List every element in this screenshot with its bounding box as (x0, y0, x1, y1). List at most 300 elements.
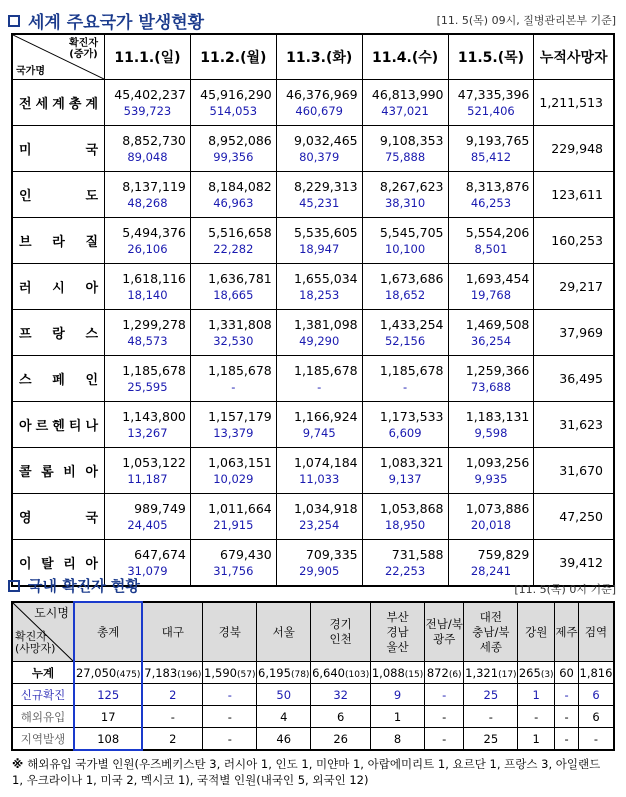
case-cell (276, 402, 362, 448)
daily-increase: 437,021 (381, 103, 429, 118)
daily-increase: 8,501 (474, 241, 508, 256)
country-row (12, 172, 614, 218)
date-header: 11.3.(화) (276, 34, 362, 80)
region-value (555, 706, 579, 728)
daily-increase: 23,254 (299, 517, 340, 532)
daily-increase: 38,310 (384, 195, 426, 210)
country-name-text: 아 르 헨 티 나 (19, 419, 98, 434)
region-value (311, 728, 371, 751)
region-value (518, 706, 555, 728)
cumulative-cases: 1,299,278 (122, 316, 186, 332)
daily-increase: 18,950 (384, 517, 426, 532)
daily-increase: 22,282 (213, 241, 254, 256)
count-value: 2 (169, 731, 177, 746)
count-value: 26 (333, 731, 348, 746)
cumulative-cases: 989,749 (134, 500, 186, 516)
case-cell (448, 448, 534, 494)
region-header: 서울 (257, 602, 311, 662)
region-value (425, 684, 464, 706)
case-cell (105, 448, 191, 494)
case-cell (362, 80, 448, 126)
cumulative-cases: 1,083,321 (379, 454, 444, 470)
cumulative-cases: 8,137,119 (122, 178, 186, 194)
region-value (371, 662, 425, 684)
region-value (578, 728, 614, 751)
daily-increase: 45,231 (299, 195, 340, 210)
case-cell (362, 356, 448, 402)
count-value: 7,183 (144, 665, 178, 680)
daily-increase: 21,915 (213, 517, 254, 532)
daily-increase: 11,187 (127, 471, 168, 486)
count-value: - (593, 731, 599, 746)
daily-increase: 514,053 (209, 103, 258, 118)
region-value (371, 728, 425, 751)
region-value (203, 684, 257, 706)
domestic-table (11, 601, 615, 751)
daily-increase: 19,768 (470, 287, 512, 302)
world-reference: [11. 5(목) 09시, 질병관리본부 기준] (436, 14, 616, 27)
cumulative-cases: 709,335 (305, 546, 358, 562)
row-label: 누계 (12, 662, 74, 684)
case-cell (276, 126, 362, 172)
count-value: 265 (518, 665, 541, 680)
daily-increase: 9,745 (302, 425, 336, 440)
cumulative-deaths: 47,250 (534, 494, 614, 540)
region-value (203, 728, 257, 751)
region-value (555, 684, 579, 706)
cumulative-cases: 1,173,533 (379, 408, 444, 424)
case-cell (190, 264, 276, 310)
world-table (11, 33, 615, 587)
checkbox-square-icon (8, 580, 20, 592)
case-cell (362, 172, 448, 218)
region-value (518, 684, 555, 706)
country-name (12, 126, 105, 172)
count-value: - (564, 709, 569, 724)
case-cell (105, 126, 191, 172)
country-row (12, 126, 614, 172)
cumulative-deaths: 160,253 (534, 218, 614, 264)
case-cell (362, 126, 448, 172)
death-count: (57) (236, 669, 256, 680)
cumulative-cases: 8,229,313 (294, 178, 358, 194)
death-count: (15) (404, 669, 424, 680)
count-value: 60 (559, 665, 574, 680)
daily-increase: 9,598 (474, 425, 508, 440)
daily-increase: - (317, 379, 322, 394)
case-cell (448, 540, 534, 587)
region-value (578, 684, 614, 706)
daily-increase: 521,406 (467, 103, 515, 118)
domestic-row (12, 662, 614, 684)
daily-increase: 52,156 (384, 333, 426, 348)
case-cell (105, 80, 191, 126)
death-count: (6) (448, 669, 462, 680)
cumulative-cases: 1,143,800 (122, 408, 186, 424)
region-header: 부산 경남 울산 (371, 602, 425, 662)
country-name-text: 콜 롬 비 아 (19, 465, 98, 480)
count-value: - (442, 709, 447, 724)
daily-increase: 89,048 (127, 149, 168, 164)
cumulative-cases: 9,108,353 (379, 132, 444, 148)
country-name (12, 448, 105, 494)
region-value (74, 728, 142, 751)
case-cell (276, 494, 362, 540)
daily-increase: 73,688 (470, 379, 512, 394)
cumulative-cases: 1,636,781 (208, 270, 272, 286)
daily-increase: 48,573 (127, 333, 168, 348)
case-cell (362, 310, 448, 356)
cumulative-deaths: 37,969 (534, 310, 614, 356)
cumulative-cases: 1,185,678 (208, 362, 272, 378)
cumulative-cases: 1,093,256 (465, 454, 530, 470)
death-count: (78) (290, 669, 310, 680)
cumulative-cases: 1,469,508 (465, 316, 530, 332)
case-cell (362, 402, 448, 448)
case-cell (190, 356, 276, 402)
country-name-text: 브 라 질 (19, 235, 98, 250)
cumulative-cases: 759,829 (477, 546, 530, 562)
count-value: 872 (426, 665, 449, 680)
cumulative-cases: 8,952,086 (208, 132, 272, 148)
daily-increase: 11,033 (299, 471, 340, 486)
case-cell (190, 310, 276, 356)
count-value: 50 (276, 687, 292, 702)
region-value (425, 706, 464, 728)
daily-increase: 75,888 (384, 149, 426, 164)
daily-increase: 25,595 (127, 379, 168, 394)
daily-increase: 18,253 (299, 287, 340, 302)
case-cell (276, 356, 362, 402)
case-cell (105, 172, 191, 218)
daily-increase: 13,379 (213, 425, 254, 440)
region-value (257, 662, 311, 684)
world-title: 세계 주요국가 발생현황 (28, 13, 205, 33)
cumulative-cases: 1,185,678 (379, 362, 444, 378)
cumulative-cases: 1,381,098 (294, 316, 358, 332)
death-count: (475) (116, 669, 141, 680)
cumulative-cases: 8,267,623 (379, 178, 444, 194)
count-value: 6 (336, 709, 345, 724)
cumulative-cases: 1,073,886 (465, 500, 530, 516)
domestic-corner-header (12, 602, 74, 662)
count-value: 32 (333, 687, 348, 702)
case-cell (276, 310, 362, 356)
count-value: 6 (592, 687, 600, 702)
row-label: 해외유입 (12, 706, 74, 728)
daily-increase: 80,379 (299, 149, 340, 164)
country-name-text: 프 랑 스 (19, 327, 98, 342)
case-cell (190, 80, 276, 126)
daily-increase: - (231, 379, 236, 394)
count-value: 17 (100, 709, 116, 724)
daily-increase: 24,405 (127, 517, 168, 532)
country-name-text: 이 탈 리 아 (19, 557, 98, 572)
region-value (464, 662, 518, 684)
region-value (371, 706, 425, 728)
date-header: 11.1.(일) (105, 34, 191, 80)
country-name (12, 356, 105, 402)
cumulative-cases: 5,494,376 (122, 224, 186, 240)
domestic-section-header (8, 575, 140, 596)
cumulative-cases: 1,673,686 (379, 270, 444, 286)
death-count: (3) (540, 669, 554, 680)
daily-increase: 18,947 (299, 241, 340, 256)
country-name (12, 172, 105, 218)
daily-increase: - (402, 379, 408, 394)
daily-increase: 9,137 (388, 471, 422, 486)
cumulative-deaths: 36,495 (534, 356, 614, 402)
cumulative-cases: 5,554,206 (465, 224, 530, 240)
date-header: 11.2.(월) (190, 34, 276, 80)
case-cell (276, 218, 362, 264)
case-cell (448, 494, 534, 540)
region-value (464, 684, 518, 706)
cumulative-cases: 9,193,765 (465, 132, 530, 148)
cumulative-cases: 1,655,034 (294, 270, 358, 286)
daily-increase: 20,018 (470, 517, 512, 532)
case-cell (448, 310, 534, 356)
country-name (12, 402, 105, 448)
daily-increase: 28,241 (470, 563, 512, 578)
count-value: 125 (97, 687, 120, 702)
country-name-text: 스 페 인 (19, 373, 98, 388)
checkbox-square-icon (8, 15, 20, 27)
domestic-reference: [11. 5(목) 0시 기준] (514, 583, 616, 596)
region-value (425, 728, 464, 751)
cumulative-cases: 46,813,990 (371, 86, 444, 102)
case-cell (276, 80, 362, 126)
daily-increase: 13,267 (127, 425, 168, 440)
daily-increase: 9,935 (474, 471, 508, 486)
world-corner-top: 확진자 (증가) (69, 38, 98, 60)
region-value (203, 662, 257, 684)
region-value (578, 706, 614, 728)
case-cell (362, 494, 448, 540)
region-header: 검역 (578, 602, 614, 662)
country-name-text: 인 도 (19, 189, 98, 204)
region-value (142, 706, 202, 728)
cumulative-cases: 45,402,237 (114, 86, 186, 102)
daily-increase: 31,756 (213, 563, 254, 578)
daily-increase: 6,609 (388, 425, 422, 440)
daily-increase: 10,029 (213, 471, 254, 486)
count-value: 1 (532, 731, 540, 746)
count-value: 25 (483, 687, 499, 702)
count-value: - (170, 709, 175, 724)
region-value (555, 662, 579, 684)
case-cell (190, 172, 276, 218)
region-value (425, 662, 464, 684)
daily-increase: 460,679 (295, 103, 343, 118)
cumulative-cases: 1,331,808 (208, 316, 272, 332)
region-value (518, 662, 555, 684)
count-value: - (442, 731, 447, 746)
daily-increase: 49,290 (299, 333, 340, 348)
count-value: 6,195 (258, 665, 291, 680)
region-value (142, 662, 202, 684)
count-value: 4 (280, 709, 288, 724)
daily-increase: 29,905 (299, 563, 340, 578)
count-value: 6,640 (312, 665, 346, 680)
cumulative-cases: 9,032,465 (294, 132, 358, 148)
count-value: - (488, 709, 493, 724)
count-value: 1,816 (579, 665, 613, 680)
region-value (257, 706, 311, 728)
case-cell (190, 540, 276, 587)
count-value: - (564, 731, 569, 746)
region-value (311, 706, 371, 728)
region-header: 전남/북 광주 (425, 602, 464, 662)
region-value (74, 662, 142, 684)
daily-increase: 539,723 (123, 103, 172, 118)
cumulative-cases: 1,074,184 (294, 454, 358, 470)
cumulative-cases: 1,157,179 (208, 408, 272, 424)
date-header: 11.5.(목) (448, 34, 534, 80)
cumulative-cases: 8,313,876 (465, 178, 530, 194)
daily-increase: 46,963 (213, 195, 254, 210)
cumulative-cases: 1,185,678 (294, 362, 358, 378)
cumulative-deaths: 31,670 (534, 448, 614, 494)
region-header: 경북 (203, 602, 257, 662)
domestic-row (12, 706, 614, 728)
cumulative-cases: 1,053,868 (379, 500, 444, 516)
world-corner-bottom: 국가명 (16, 66, 45, 77)
country-name (12, 264, 105, 310)
case-cell (276, 540, 362, 587)
domestic-row (12, 728, 614, 751)
daily-increase: 18,665 (213, 287, 254, 302)
domestic-title: 국내 확진자 현황 (28, 577, 140, 595)
region-value (311, 662, 371, 684)
domestic-row (12, 684, 614, 706)
country-row (12, 80, 614, 126)
cumulative-cases: 1,053,122 (122, 454, 186, 470)
case-cell (362, 218, 448, 264)
country-row (12, 310, 614, 356)
count-value: 1 (393, 709, 402, 724)
cumulative-cases: 5,535,605 (294, 224, 358, 240)
daily-increase: 85,412 (470, 149, 512, 164)
count-value: - (227, 687, 232, 702)
case-cell (276, 264, 362, 310)
region-header: 경기 인천 (311, 602, 371, 662)
daily-increase: 18,140 (127, 287, 168, 302)
case-cell (448, 218, 534, 264)
country-name-text: 영 국 (19, 511, 98, 526)
cumulative-cases: 1,034,918 (294, 500, 358, 516)
case-cell (276, 448, 362, 494)
count-value: - (227, 709, 232, 724)
cumulative-cases: 679,430 (220, 546, 272, 562)
country-row (12, 264, 614, 310)
case-cell (105, 310, 191, 356)
cumulative-cases: 1,011,664 (208, 500, 272, 516)
cumulative-deaths: 39,412 (534, 540, 614, 587)
country-row (12, 402, 614, 448)
death-count: (17) (498, 669, 517, 680)
count-value: 2 (169, 687, 177, 702)
region-header: 총계 (74, 602, 142, 662)
cumulative-cases: 1,063,151 (208, 454, 272, 470)
cumulative-deaths: 123,611 (534, 172, 614, 218)
region-value (74, 684, 142, 706)
region-value (142, 684, 202, 706)
count-value: - (564, 687, 569, 702)
count-value: 46 (276, 731, 292, 746)
case-cell (276, 172, 362, 218)
cumulative-cases: 5,516,658 (208, 224, 272, 240)
daily-increase: 99,356 (213, 149, 254, 164)
cumulative-deaths: 29,217 (534, 264, 614, 310)
cumulative-cases: 1,259,366 (465, 362, 530, 378)
daily-increase: 10,100 (384, 241, 426, 256)
count-value: 9 (393, 687, 402, 702)
count-value: 1 (532, 687, 540, 702)
region-value (74, 706, 142, 728)
region-value (257, 728, 311, 751)
cumulative-deaths: 1,211,513 (534, 80, 614, 126)
region-value (555, 728, 579, 751)
daily-increase: 36,254 (470, 333, 512, 348)
count-value: 27,050 (75, 665, 117, 680)
cumulative-cases: 1,618,116 (122, 270, 186, 286)
footnote-text: 해외유입 국가별 인원(우즈베키스탄 3, 러시아 1, 인도 1, 미얀마 1, 아랍에미리트 1, 요르단 1, 프랑스 3, 아일랜드 1, 우크라이나 1, 미국 2, 멕시코 1), 국적별 인원(내국인 5, 외국인 12) (12, 757, 601, 787)
country-name (12, 80, 105, 126)
date-header: 11.4.(수) (362, 34, 448, 80)
case-cell (362, 540, 448, 587)
case-cell (190, 448, 276, 494)
count-value: 6 (592, 709, 600, 724)
case-cell (448, 126, 534, 172)
domestic-corner-bottom: 확진자 (사망자) (15, 630, 56, 655)
daily-increase: 22,253 (384, 563, 426, 578)
count-value: 1,590 (204, 665, 237, 680)
cumulative-cases: 647,674 (134, 546, 186, 562)
country-row (12, 448, 614, 494)
cumulative-deaths: 31,623 (534, 402, 614, 448)
case-cell (362, 264, 448, 310)
cumulative-cases: 45,916,290 (200, 86, 272, 102)
region-header: 대구 (142, 602, 202, 662)
region-value (578, 662, 614, 684)
daily-increase: 18,652 (384, 287, 426, 302)
count-value: - (227, 731, 232, 746)
daily-increase: 32,530 (213, 333, 254, 348)
cumulative-cases: 47,335,396 (457, 86, 530, 102)
region-value (518, 728, 555, 751)
count-value: 25 (483, 731, 499, 746)
cumulative-cases: 1,166,924 (294, 408, 358, 424)
footnote (12, 756, 612, 788)
world-section-header (8, 8, 204, 33)
case-cell (105, 356, 191, 402)
region-header: 제주 (555, 602, 579, 662)
case-cell (105, 494, 191, 540)
case-cell (448, 172, 534, 218)
region-value (464, 728, 518, 751)
country-row (12, 494, 614, 540)
country-name-text: 러 시 아 (19, 281, 98, 296)
cumulative-cases: 8,184,082 (208, 178, 272, 194)
cumulative-cases: 46,376,969 (286, 86, 358, 102)
case-cell (190, 494, 276, 540)
count-value: 1,088 (371, 665, 405, 680)
daily-increase: 48,268 (127, 195, 168, 210)
region-value (203, 706, 257, 728)
count-value: - (442, 687, 447, 702)
country-name (12, 218, 105, 264)
